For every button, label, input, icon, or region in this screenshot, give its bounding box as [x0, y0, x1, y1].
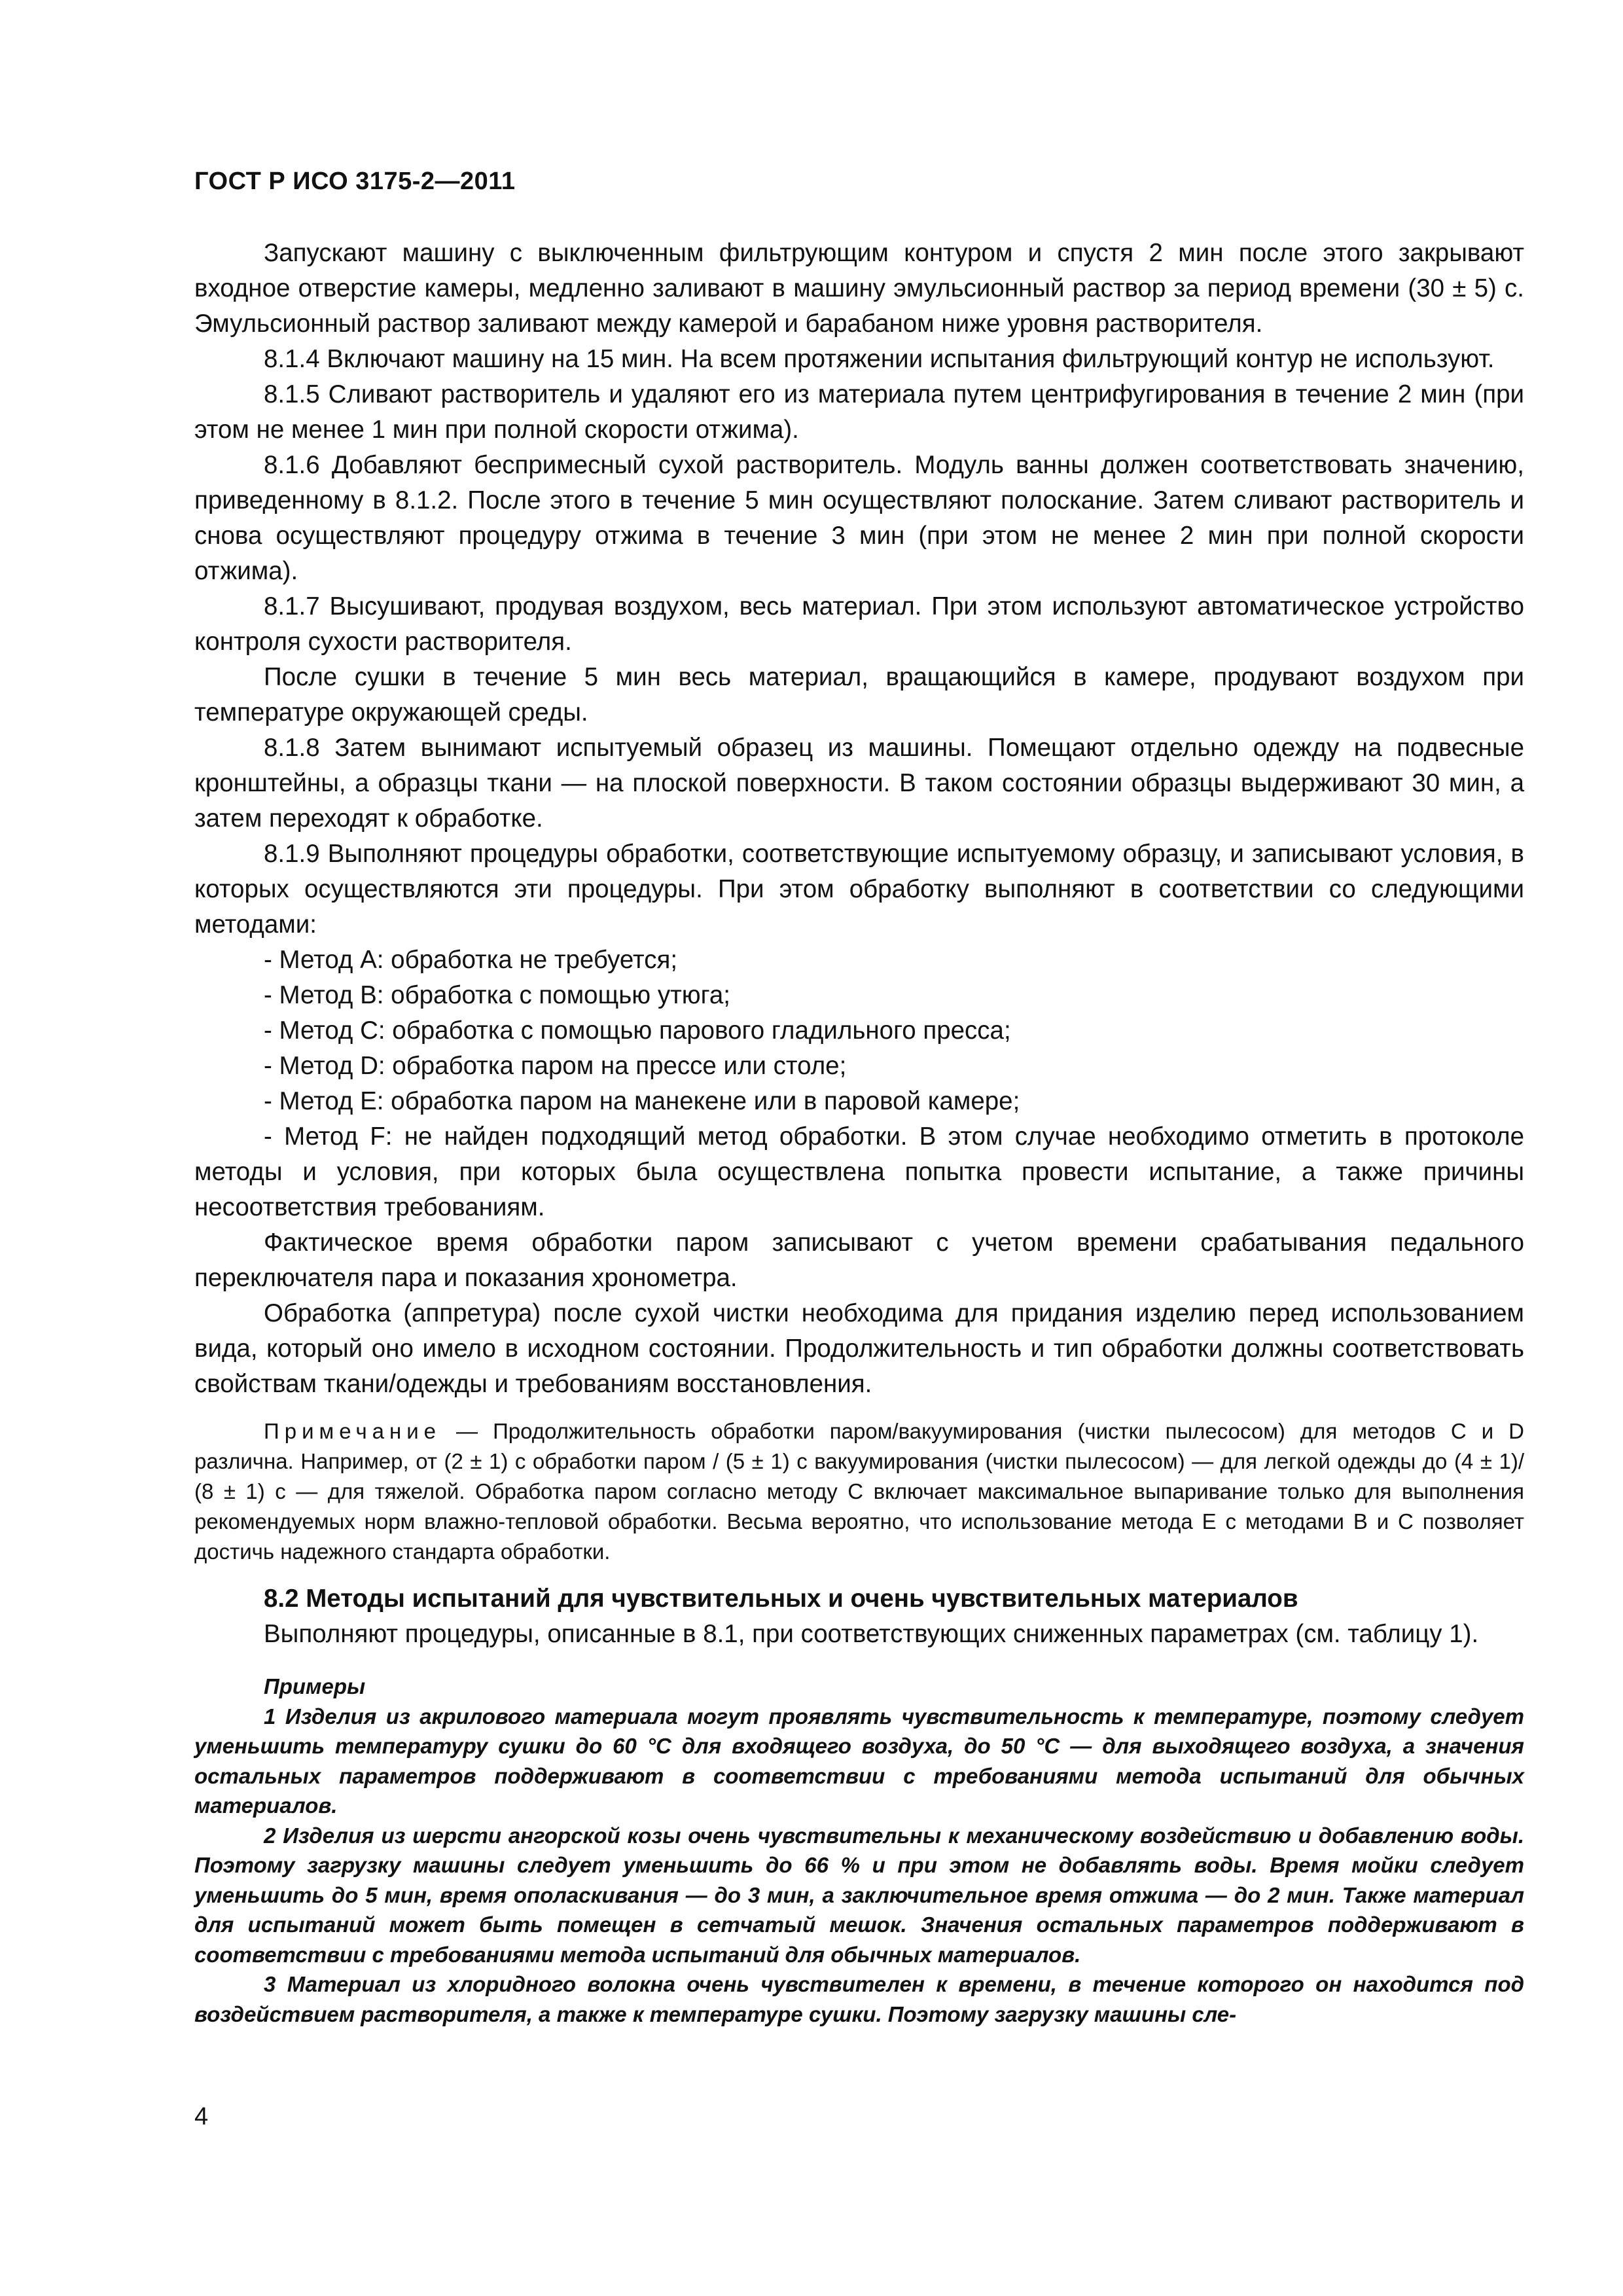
example-2: 2 Изделия из шерсти ангорской козы очень чувствительны к механическому воздействию и добавлению воды. Поэтому загрузку машины следует уменьшить до 66 % и при этом не добавлять воды. Время мойки следует уменьшить до 5 мин, время ополаскивания — до 3 мин, а заключительное время отжима — до 2 мин. Также материал для испытаний может быть помещен в сетчатый мешок. Значения остальных параметров поддерживают в соответствии с требованиями метода испытаний для обычных материалов. — [194, 1823, 1524, 1967]
note-label: Примечание — [264, 1419, 442, 1443]
list-item-method-e: - Метод Е: обработка паром на манекене или в паровой камере; — [264, 1087, 1020, 1115]
examples-block — [194, 1672, 1524, 2029]
paragraph-finishing: Обработка (аппретура) после сухой чистки необходима для придания изделию перед использованием вида, который оно имело в исходном состоянии. Продолжительность и тип обработки должны соответствовать свойствам ткани/одежды и требованиям восстановления. — [194, 1299, 1524, 1398]
note-text: — Продолжительность обработки паром/вакуумирования (чистки пылесосом) для методов С и D различна. Например, от (2 ± 1) с обработки паром / (5 ± 1) с вакуумирования (чистки пылесосом) — для легкой одежды до (4 ± 1)/ (8 ± 1) с — для тяжелой. Обработка паром согласно методу С включает максимальное выпаривание только для выполнения рекомендуемых норм влажно-тепловой обработки. Весьма вероятно, что использование метода Е с методами В и С позволяет достичь надежного стандарта обработки. — [194, 1419, 1524, 1564]
paragraph-8-1-7: 8.1.7 Высушивают, продувая воздухом, весь материал. При этом используют автоматическое устройство контроля сухости растворителя. — [194, 592, 1524, 656]
example-3: 3 Материал из хлоридного волокна очень чувствителен к времени, в течение которого он находится под воздействием растворителя, а также к температуре сушки. Поэтому загрузку машины сле- — [194, 1972, 1524, 2026]
paragraph-8-1-6: 8.1.6 Добавляют беспримесный сухой растворитель. Модуль ванны должен соответствовать значению, приведенному в 8.1.2. После этого в течение 5 мин осуществляют полоскание. Затем сливают растворитель и снова осуществляют процедуру отжима в течение 3 мин (при этом не менее 2 мин при полной скорости отжима). — [194, 451, 1524, 585]
paragraph-8-1-5: 8.1.5 Сливают растворитель и удаляют его из материала путем центрифугирования в течение 2 мин (при этом не менее 1 мин при полной скорости отжима). — [194, 380, 1524, 444]
paragraph-8-1-9: 8.1.9 Выполняют процедуры обработки, соответствующие испытуемому образцу, и записывают условия, в которых осуществляются эти процедуры. При этом обработку выполняют в соответствии со следующими методами: — [194, 840, 1524, 939]
section-8-2-title: 8.2 Методы испытаний для чувствительных и очень чувствительных материалов — [264, 1585, 1298, 1613]
paragraph-intro: Запускают машину с выключенным фильтрующим контуром и спустя 2 мин после этого закрывают входное отверстие камеры, медленно заливают в машину эмульсионный раствор за период времени (30 ± 5) с. Эмульсионный раствор заливают между камерой и барабаном ниже уровня растворителя. — [194, 239, 1524, 338]
paragraph-steam-time: Фактическое время обработки паром записывают с учетом времени срабатывания педального переключателя пара и показания хронометра. — [194, 1229, 1524, 1292]
examples-heading: Примеры — [264, 1674, 366, 1698]
paragraph-after-drying: После сушки в течение 5 мин весь материал, вращающийся в камере, продувают воздухом при температуре окружающей среды. — [194, 663, 1524, 726]
document-header: ГОСТ Р ИСО 3175-2—2011 — [194, 168, 516, 195]
list-item-method-c: - Метод С: обработка с помощью парового гладильного пресса; — [264, 1016, 1011, 1045]
list-item-method-d: - Метод D: обработка паром на прессе или столе; — [264, 1052, 847, 1080]
paragraph-8-1-8: 8.1.8 Затем вынимают испытуемый образец из машины. Помещают отдельно одежду на подвесные кронштейны, а образцы ткани — на плоской поверхности. В таком состоянии образцы выдерживают 30 мин, а затем переходят к обработке. — [194, 734, 1524, 833]
list-item-method-a: - Метод А: обработка не требуется; — [264, 946, 678, 974]
document-body — [194, 236, 1524, 2029]
page-number: 4 — [194, 2103, 209, 2130]
note — [194, 1416, 1524, 1567]
paragraph-8-2: Выполняют процедуры, описанные в 8.1, при соответствующих сниженных параметрах (см. таблицу 1). — [264, 1620, 1479, 1648]
document-page — [194, 0, 1524, 2296]
list-item-method-f: - Метод F: не найден подходящий метод обработки. В этом случае необходимо отметить в протоколе методы и условия, при которых была осуществлена попытка провести испытание, а также причины несоответствия требованиям. — [194, 1122, 1524, 1221]
example-1: 1 Изделия из акрилового материала могут проявлять чувствительность к температуре, поэтому следует уменьшить температуру сушки до 60 °С для входящего воздуха, до 50 °С — для выходящего воздуха, а значения остальных параметров поддерживают в соответствии с требованиями метода испытаний для обычных материалов. — [194, 1704, 1524, 1818]
list-item-method-b: - Метод В: обработка с помощью утюга; — [264, 981, 730, 1009]
paragraph-8-1-4: 8.1.4 Включают машину на 15 мин. На всем протяжении испытания фильтрующий контур не используют. — [264, 345, 1495, 373]
